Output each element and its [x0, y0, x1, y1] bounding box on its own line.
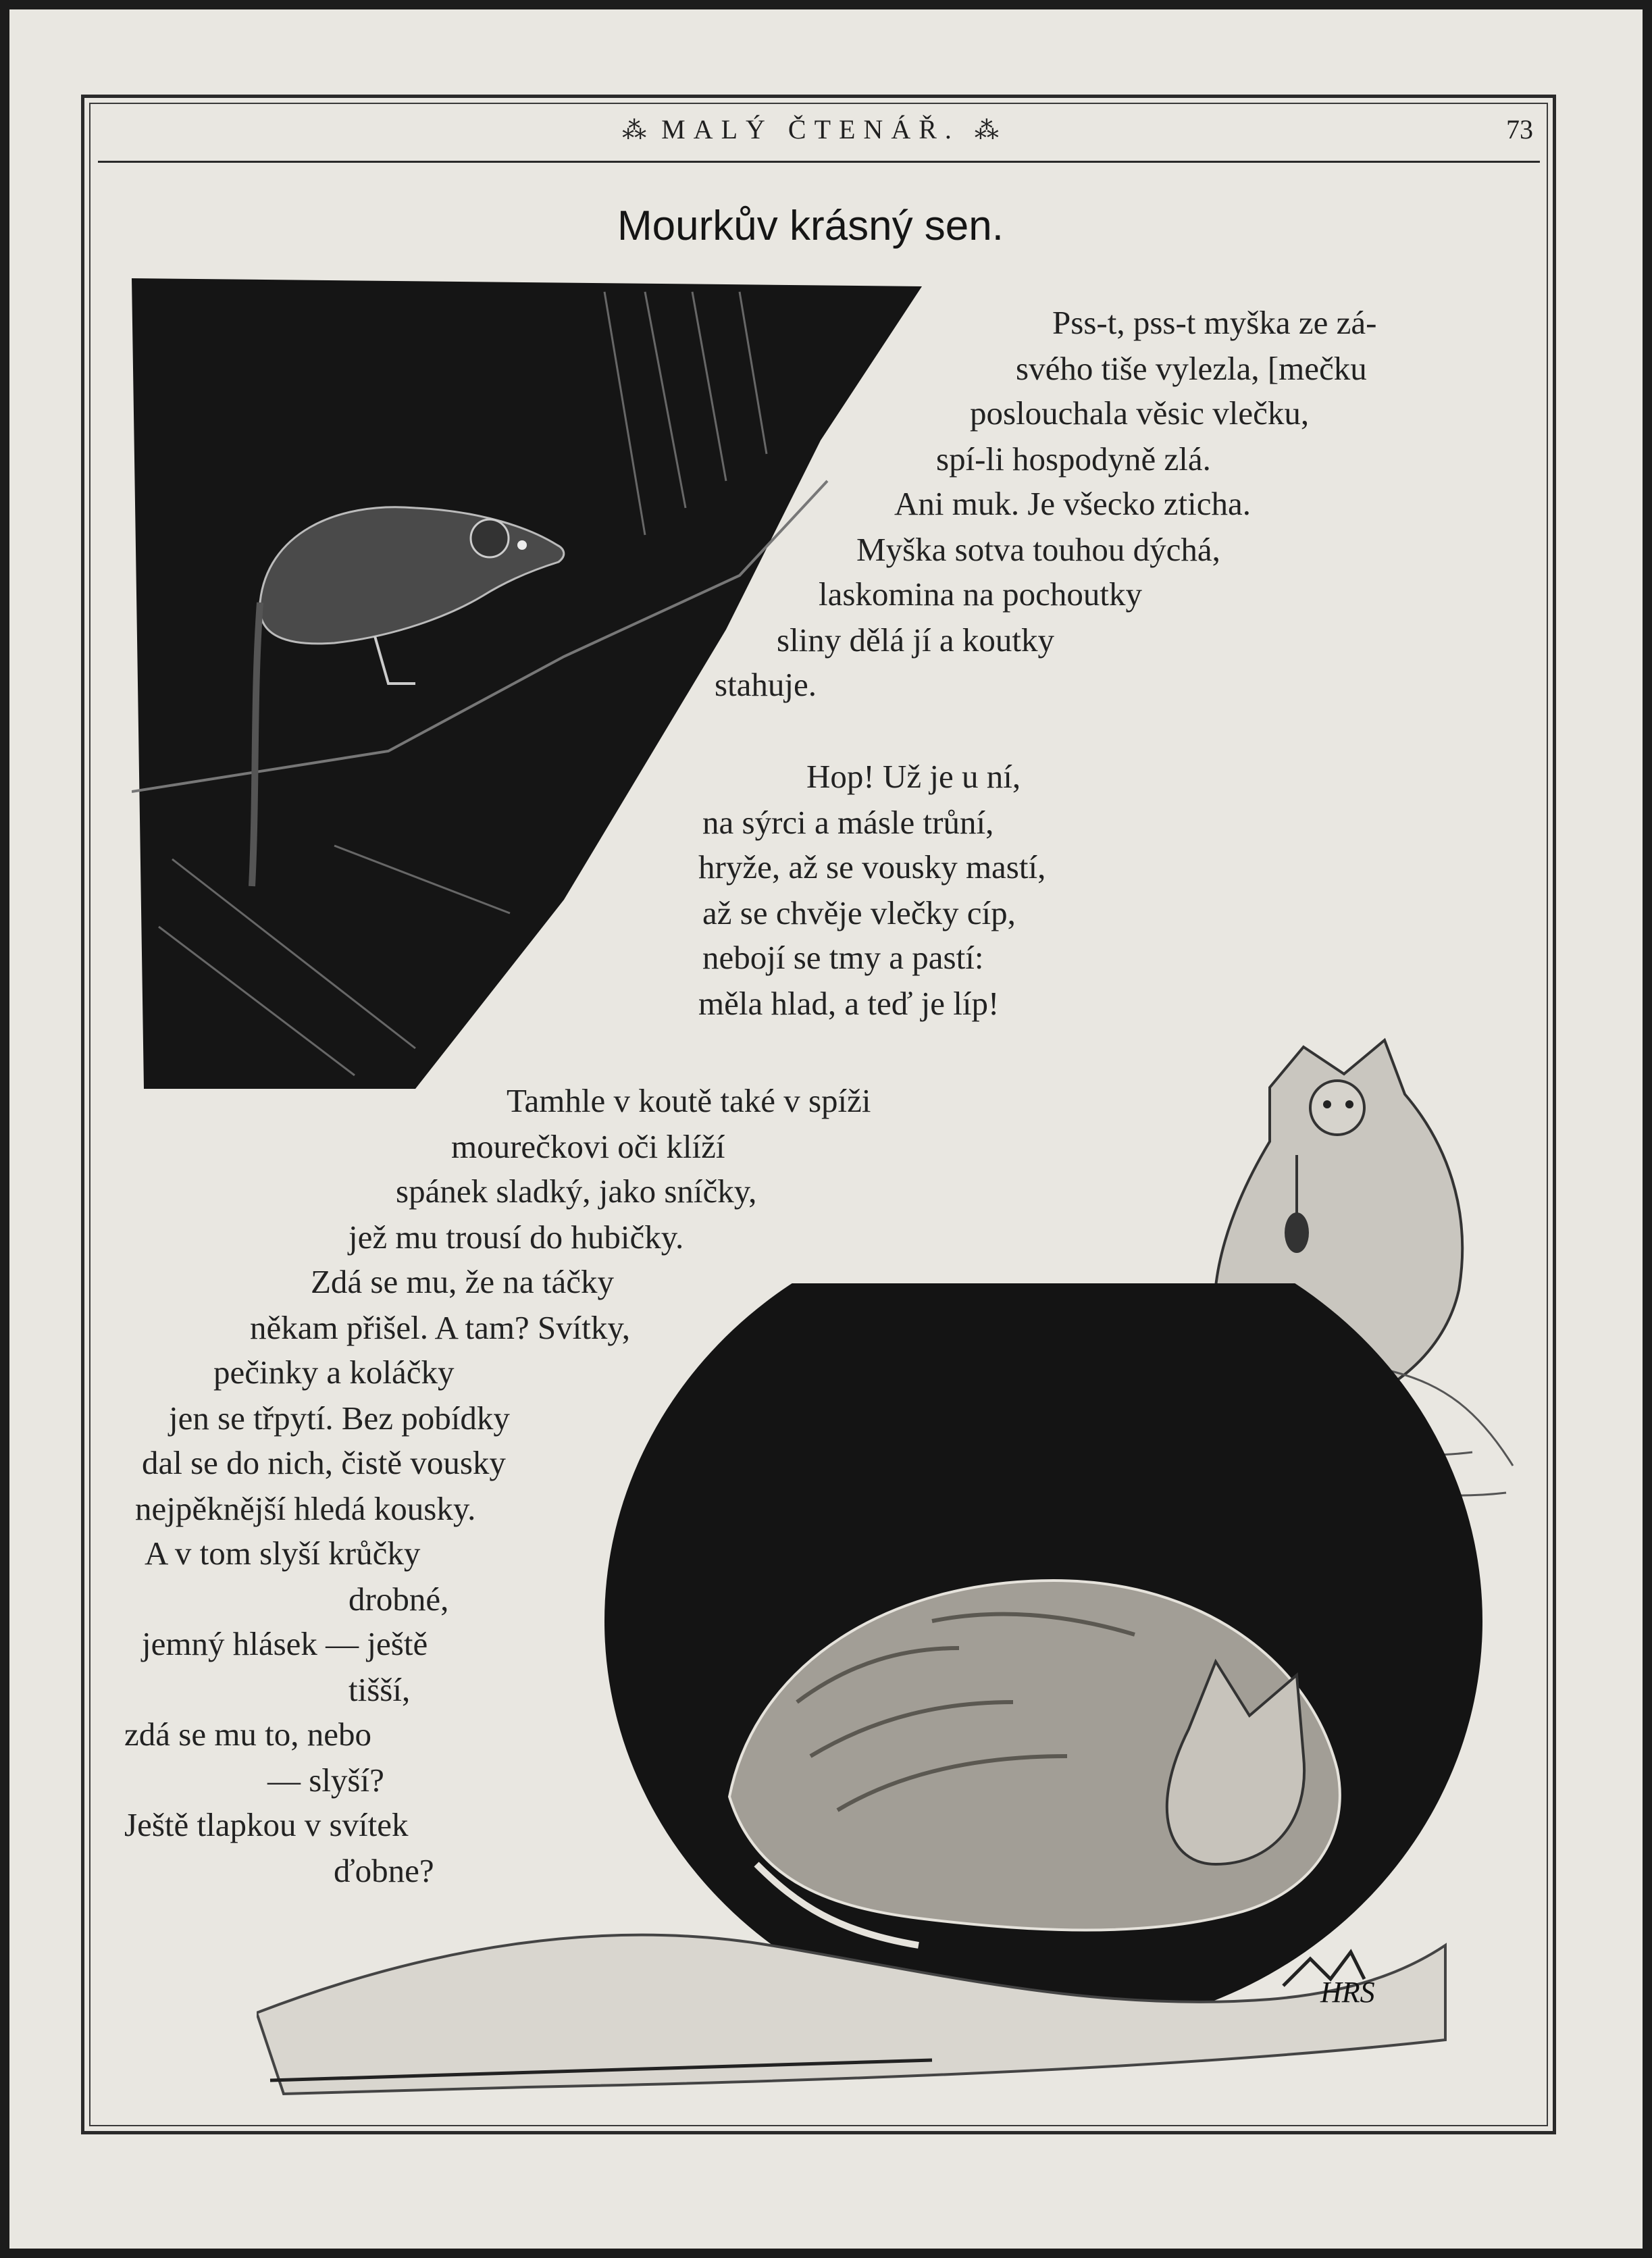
artist-signature: HRS [1320, 1976, 1375, 2009]
poem-line: nejpěknější hledá kousky. [135, 1490, 476, 1527]
page-number: 73 [1506, 114, 1533, 145]
running-title: MALÝ ČTENÁŘ. [661, 114, 960, 145]
poem-line: ďobne? [334, 1852, 434, 1889]
poem-line: někam přišel. A tam? Svítky, [250, 1309, 630, 1346]
poem-line: dal se do nich, čistě vousky [142, 1444, 506, 1481]
poem-line: Pss-t, pss-t myška ze zá- [1052, 304, 1377, 341]
poem-line: na sýrci a másle trůní, [702, 804, 994, 841]
poem-line: mourečkovi oči klíží [451, 1128, 725, 1165]
poem-line: drobné, [349, 1581, 449, 1618]
poem-line: jen se třpytí. Bez pobídky [169, 1400, 510, 1437]
poem-line: až se chvěje vlečky cíp, [702, 894, 1016, 931]
poem-line: — slyší? [267, 1762, 384, 1799]
poem-line: Ještě tlapkou v svítek [124, 1806, 409, 1843]
header-rule [98, 161, 1540, 163]
poem-line: spánek sladký, jako sníčky, [396, 1173, 757, 1210]
poem-line: jež mu trousí do hubičky. [349, 1218, 684, 1256]
ornament-left-icon: ⁂ [622, 117, 647, 144]
poem-line: Ani muk. Je všecko zticha. [894, 485, 1251, 522]
poem-line: laskomina na pochoutky [819, 575, 1143, 613]
poem-line: stahuje. [715, 666, 817, 703]
poem-line: poslouchala věsic vlečku, [970, 394, 1310, 432]
poem-line: Hop! Už je u ní, [806, 758, 1021, 795]
poem-line: Zdá se mu, že na táčky [311, 1263, 614, 1300]
poem-line: sliny dělá jí a koutky [777, 621, 1054, 659]
ornament-right-icon: ⁂ [974, 117, 999, 144]
poem-line: svého tiše vylezla, [mečku [1016, 350, 1367, 387]
poem-title: Mourkův krásný sen. [617, 203, 1004, 249]
poem-line: Myška sotva touhou dýchá, [856, 531, 1220, 568]
poem-line: A v tom slyší krůčky [145, 1535, 421, 1572]
poem-line: jemný hlásek — ještě [142, 1625, 428, 1662]
poem-line: hryže, až se vousky mastí, [698, 848, 1046, 886]
poem-line: Tamhle v koutě také v spíži [507, 1082, 871, 1119]
poem-line: zdá se mu to, nebo [124, 1716, 372, 1753]
poem-line: měla hlad, a teď je líp! [698, 985, 1000, 1022]
poem-line: tišší, [349, 1671, 411, 1708]
poem-line: spí-li hospodyně zlá. [936, 440, 1211, 478]
poem-line: nebojí se tmy a pastí: [702, 939, 984, 976]
running-header [554, 109, 1067, 150]
poem-line: pečinky a koláčky [213, 1354, 455, 1391]
